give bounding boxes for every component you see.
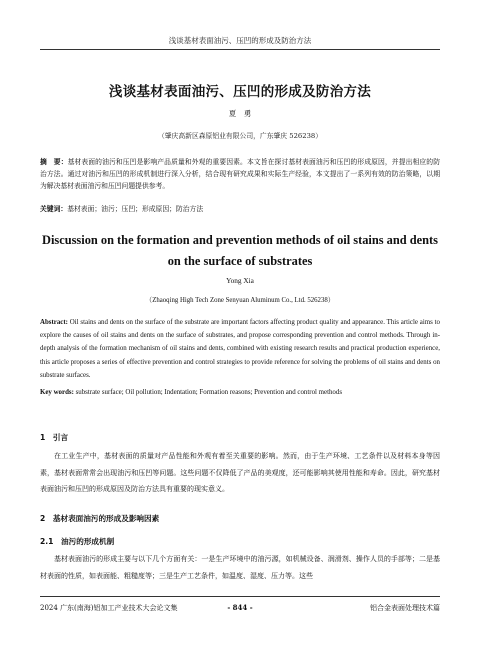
header-rule: [40, 49, 440, 50]
chinese-abstract: [40, 156, 440, 192]
chinese-abstract-text: 基材表面的油污和压凹是影响产品质量和外观的重要因素。本文旨在探讨基材表面油污和压凹的形成原因，并提出相应的防治方法。通过对油污和压凹的形成机制进行深入分析，结合现有研究成果和实际生产经验，本文提出了一系列有效的防治策略，以期为解决基材表面油污和压凹问题提供参考。: [40, 158, 440, 190]
english-title: Discussion on the formation and prevention methods of oil stains and dents on the surface of substrates: [42, 233, 438, 268]
section-2-heading: 2 基材表面油污的形成及影响因素: [40, 514, 160, 523]
english-author: Yong Xia: [226, 276, 254, 285]
english-affiliation: （Zhaoqing High Tech Zone Senyuan Aluminum Co., Ltd. 526238）: [145, 297, 335, 304]
section-1-body: 在工业生产中，基材表面的质量对产品性能和外观有着至关重要的影响。然而，由于生产环境、工艺条件以及材料本身等因素，基材表面常常会出现油污和压凹等问题。这些问题不仅降低了产品的美观度，还可能影响其使用性能和寿命。因此，研究基材表面油污和压凹的形成原因及防治方法具有重要的现实意义。: [40, 452, 440, 493]
footer-section: 铝合金表面处理技术篇: [370, 604, 440, 612]
section-1-heading: 1 引言: [40, 433, 69, 442]
chinese-title: 浅谈基材表面油污、压凹的形成及防治方法: [108, 84, 372, 100]
english-keywords: [40, 389, 440, 396]
chinese-keywords-text: 基材表面；油污；压凹；形成原因；防治方法: [67, 205, 204, 213]
chinese-keywords-label: 关键词：: [40, 205, 68, 213]
chinese-author: 夏 勇: [228, 109, 252, 118]
chinese-affiliation: （肇庆高新区森原铝业有限公司，广东肇庆 526238）: [157, 132, 323, 140]
chinese-keywords: [40, 203, 440, 213]
section-2-1-heading: 2.1 油污的形成机制: [40, 537, 115, 546]
page-number: - 844 -: [227, 603, 253, 612]
english-keywords-text: substrate surface; Oil pollution; Indentation; Formation reasons; Prevention and control methods: [75, 389, 342, 396]
running-header: 浅谈基材表面油污、压凹的形成及防治方法: [168, 36, 312, 45]
chinese-abstract-label: 摘 要：: [40, 158, 68, 166]
footer-proceedings: 2024 广东(南海)铝加工产业技术大会论文集: [40, 604, 178, 612]
english-abstract: [40, 316, 440, 382]
footer-rule: [40, 596, 440, 597]
english-abstract-label: Abstract:: [40, 319, 70, 326]
section-2-1-body: 基材表面油污的形成主要与以下几个方面有关：一是生产环境中的油污源，如机械设备、润滑剂、操作人员的手部等；二是基材表面的性质，如表面能、粗糙度等；三是生产工艺条件，如温度、湿度、压力等。这些: [40, 555, 440, 580]
english-keywords-label: Key words:: [40, 389, 76, 396]
english-abstract-text: Oil stains and dents on the surface of the substrate are important factors affecting product quality and appearance. This article aims to explore the causes of oil stains and dents on the surface of substrates, and propose corresponding prevention and control methods. Through in-depth analysis of the formation mechanism of oil stains and dents, combined with existing research results and practical production experience, this article proposes a series of effective prevention and control strategies to provide reference for solving the problems of oil stains and dents on substrate surfaces.: [40, 319, 440, 379]
